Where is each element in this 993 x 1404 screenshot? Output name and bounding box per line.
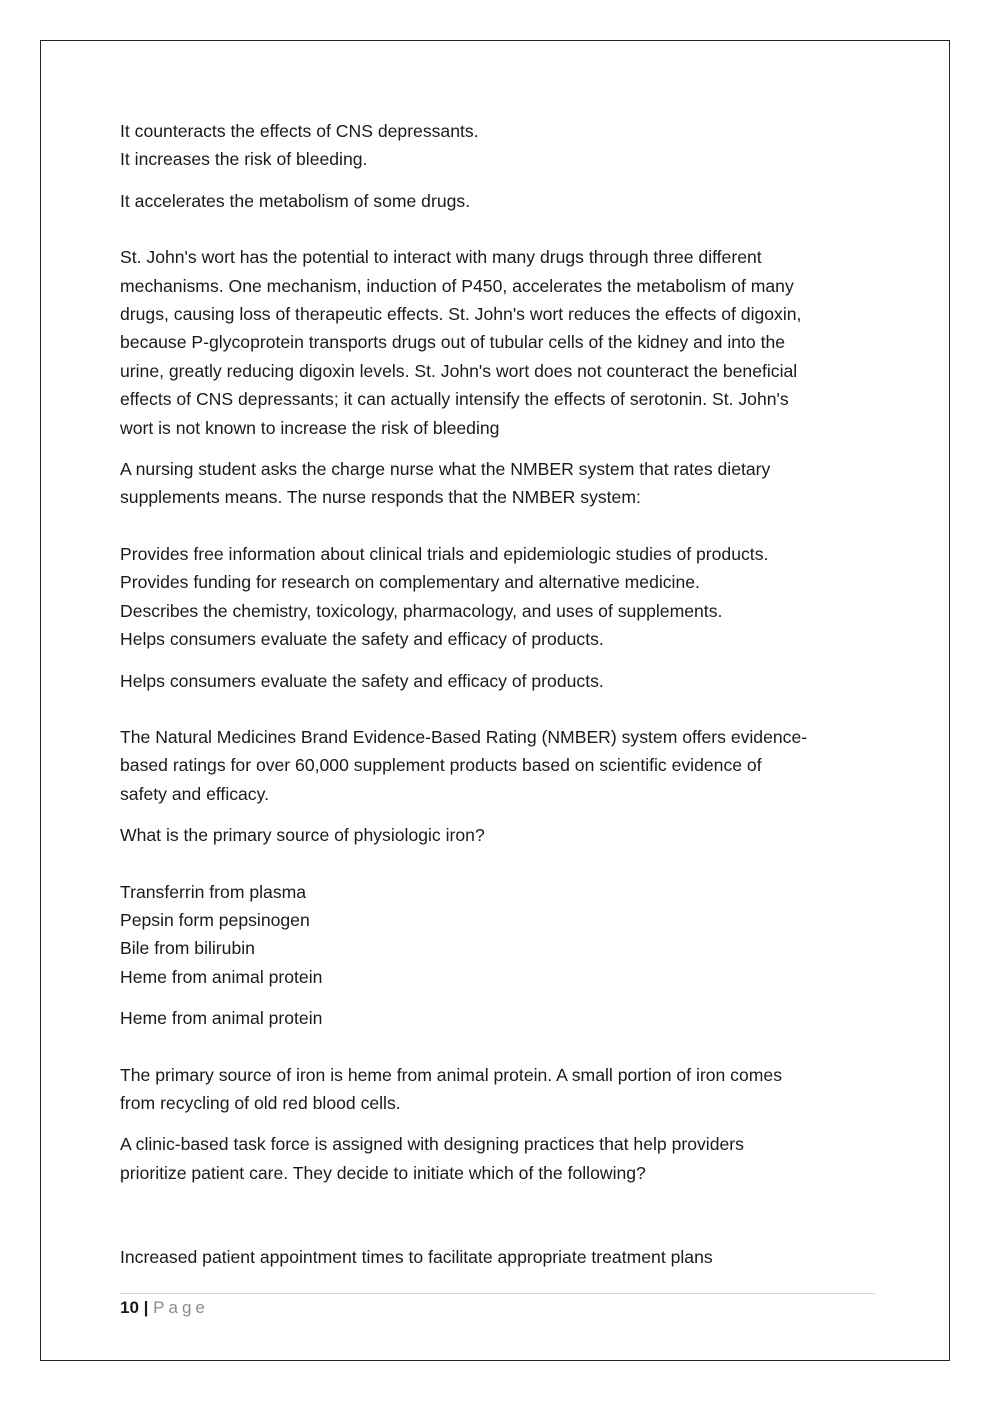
option-line: It counteracts the effects of CNS depressants. bbox=[120, 121, 479, 141]
footer-separator: | bbox=[143, 1298, 149, 1317]
footer-divider bbox=[120, 1293, 875, 1294]
option-line: Helps consumers evaluate the safety and efficacy of products. bbox=[120, 629, 604, 650]
rationale-paragraph: The Natural Medicines Brand Evidence-Based Rating (NMBER) system offers evidence- based ratings for over 60,000 supplement products based on scientific evidence of safety and efficacy. bbox=[120, 726, 808, 804]
question-paragraph: What is the primary source of physiologic iron? bbox=[120, 825, 485, 846]
page-label: Page bbox=[153, 1298, 209, 1317]
option-line: It increases the risk of bleeding. bbox=[120, 149, 368, 170]
correct-answer: It accelerates the metabolism of some drugs. bbox=[120, 190, 471, 211]
option-line: Describes the chemistry, toxicology, pharmacology, and uses of supplements. bbox=[120, 600, 723, 621]
rationale-paragraph: St. John's wort has the potential to interact with many drugs through three different mechanisms. One mechanism, induction of P450, accelerates the metabolism of many drugs, causing loss of therapeutic effects. St. John's wort reduces the effects of digoxin, because P-glycoprotein transports drugs out of tubular cells of the kidney and into the urine, greatly reducing digoxin levels. St. John's wort does not counteract the beneficial effects of CNS depressants; it can actually intensify the effects of serotonin. St. John's wort is not known to increase the risk of bleeding bbox=[120, 247, 802, 438]
option-line: Heme from animal protein bbox=[120, 966, 323, 987]
correct-answer: Helps consumers evaluate the safety and efficacy of products. bbox=[120, 670, 604, 691]
option-line: Increased patient appointment times to facilitate appropriate treatment plans bbox=[120, 1247, 713, 1268]
answer-options-partial bbox=[120, 117, 875, 174]
document-body bbox=[120, 117, 875, 1272]
option-line: Provides free information about clinical trials and epidemiologic studies of products. bbox=[120, 543, 769, 564]
option-line: Provides funding for research on complementary and alternative medicine. bbox=[120, 572, 700, 593]
correct-answer: Heme from animal protein bbox=[120, 1008, 323, 1029]
page-number: 10 bbox=[120, 1298, 139, 1317]
page-footer bbox=[120, 1296, 209, 1320]
option-line: Pepsin form pepsinogen bbox=[120, 909, 310, 930]
answer-options bbox=[120, 878, 875, 992]
option-line: Transferrin from plasma bbox=[120, 881, 307, 902]
answer-options-partial bbox=[120, 1243, 875, 1271]
question-paragraph: A nursing student asks the charge nurse what the NMBER system that rates dietary supplements means. The nurse responds that the NMBER system: bbox=[120, 459, 771, 508]
answer-options bbox=[120, 540, 875, 654]
rationale-paragraph: The primary source of iron is heme from animal protein. A small portion of iron comes from recycling of old red blood cells. bbox=[120, 1064, 782, 1113]
question-paragraph: A clinic-based task force is assigned with designing practices that help providers prioritize patient care. They decide to initiate which of the following? bbox=[120, 1134, 744, 1183]
option-line: Bile from bilirubin bbox=[120, 938, 255, 959]
